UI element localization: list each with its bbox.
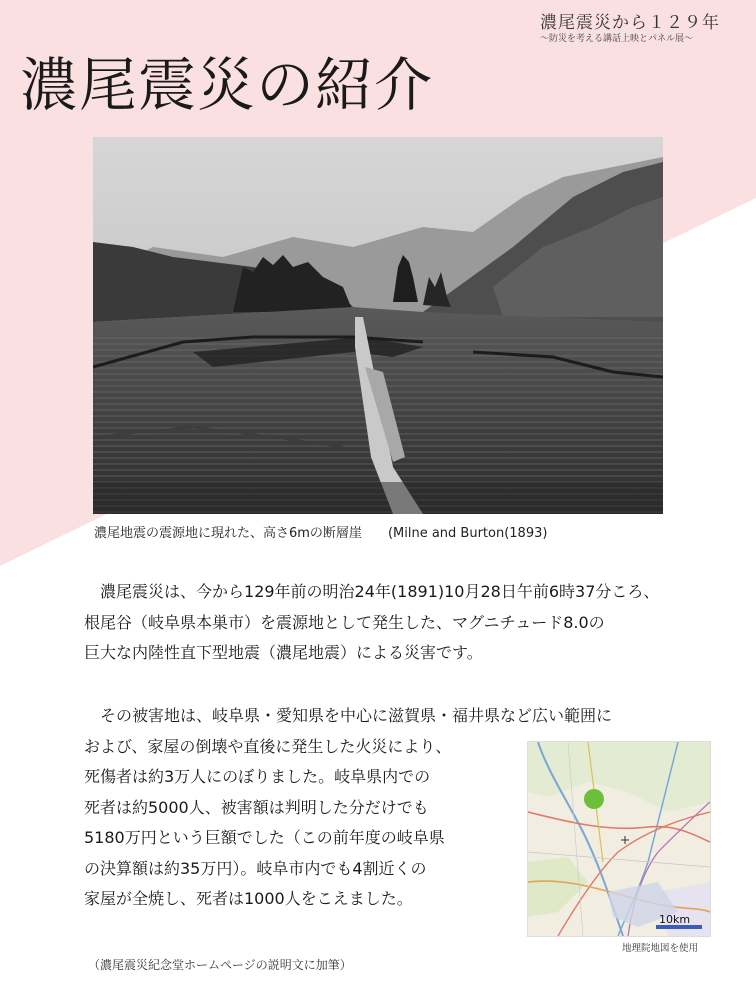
page-title: 濃尾震災の紹介: [20, 51, 434, 119]
map-credit: 地理院地図を使用: [622, 943, 699, 954]
map-scale-label: 10km: [659, 913, 691, 926]
epicenter-map: [527, 741, 711, 937]
source-note: （濃尾震災紀念堂ホームページの説明文に加筆）: [88, 958, 352, 972]
damage-line: 家屋が全焼し、死者は1000人をこえました。: [84, 889, 413, 908]
photo-credit: (Milne and Burton(1893): [387, 526, 548, 541]
fault-scarp-photo: [93, 137, 663, 514]
photo-caption: [94, 522, 547, 541]
intro-line: 根尾谷（岐阜県本巣市）を震源地として発生した、マグニチュード8.0の: [84, 612, 605, 632]
damage-line: 5180万円という巨額でした（この前年度の岐阜県: [84, 828, 445, 847]
damage-line: 死者は約5000人、被害額は判明した分だけでも: [84, 797, 429, 817]
damage-line: その被害地は、岐阜県・愛知県を中心に滋賀県・福井県など広い範囲に: [100, 706, 613, 725]
event-title: 濃尾震災から１２９年: [540, 13, 720, 33]
damage-line: および、家屋の倒壊や直後に発生した火災により、: [84, 736, 452, 756]
damage-line: 死傷者は約3万人にのぼりました。岐阜県内での: [84, 767, 431, 786]
intro-line: 濃尾震災は、今から129年前の明治24年(1891)10月28日午前6時37分ころ、: [100, 582, 660, 601]
intro-line: 巨大な内陸性直下型地震（濃尾地震）による災害です。: [84, 643, 483, 662]
damage-line: の決算額は約35万円）。岐阜市内でも4割近くの: [84, 858, 427, 878]
intro-paragraph: [84, 577, 659, 669]
event-subtitle: 〜防災を考える講話上映とパネル展〜: [540, 34, 694, 44]
photo-caption-text: 濃尾地震の震源地に現れた、高さ6mの断層崖: [94, 526, 362, 541]
